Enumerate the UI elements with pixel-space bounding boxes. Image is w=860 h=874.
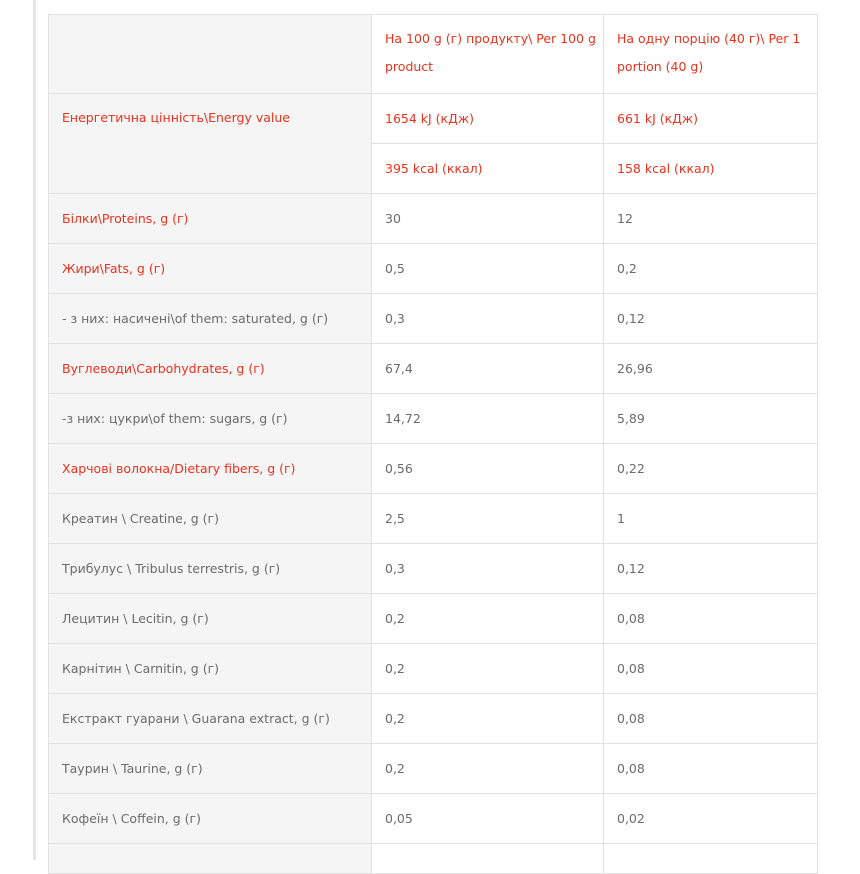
table-row [49, 394, 818, 444]
value-per-100g: 30 [372, 194, 604, 244]
header-per-portion: На одну порцію (40 г)\ Per 1 portion (40 g) [604, 15, 818, 94]
value-per-portion: 5,89 [604, 394, 818, 444]
table-row [49, 344, 818, 394]
nutrient-label: Кофеїн \ Coffein, g (г) [49, 794, 372, 844]
table-row-partial [49, 844, 818, 874]
empty-cell [372, 844, 604, 874]
nutrient-label: Жири\Fats, g (г) [49, 244, 372, 294]
value-per-portion: 0,08 [604, 744, 818, 794]
table-row [49, 444, 818, 494]
energy-kcal-per-portion: 158 kcal (ккал) [604, 144, 818, 194]
value-per-100g: 0,3 [372, 294, 604, 344]
value-per-portion: 0,2 [604, 244, 818, 294]
energy-value-label: Енергетична цінність\Energy value [49, 94, 372, 194]
nutrient-label: -з них: цукри\of them: sugars, g (г) [49, 394, 372, 444]
nutrition-table-wrapper [48, 14, 817, 874]
table-row [49, 694, 818, 744]
value-per-portion: 26,96 [604, 344, 818, 394]
table-row [49, 244, 818, 294]
nutrition-facts-table [48, 14, 818, 874]
header-per-100g: На 100 g (г) продукту\ Per 100 g product [372, 15, 604, 94]
energy-kj-per-100g: 1654 kJ (кДж) [372, 94, 604, 144]
table-row [49, 794, 818, 844]
nutrient-label: Трибулус \ Tribulus terrestris, g (г) [49, 544, 372, 594]
nutrient-label: Креатин \ Creatine, g (г) [49, 494, 372, 544]
value-per-portion: 0,08 [604, 644, 818, 694]
value-per-portion: 0,12 [604, 294, 818, 344]
value-per-portion: 0,08 [604, 594, 818, 644]
value-per-100g: 0,2 [372, 694, 604, 744]
energy-row-kj [49, 94, 818, 144]
value-per-100g: 0,5 [372, 244, 604, 294]
nutrient-label: Харчові волокна/Dietary fibers, g (г) [49, 444, 372, 494]
value-per-portion: 0,12 [604, 544, 818, 594]
table-row [49, 744, 818, 794]
table-row [49, 494, 818, 544]
value-per-100g: 14,72 [372, 394, 604, 444]
energy-kcal-per-100g: 395 kcal (ккал) [372, 144, 604, 194]
value-per-portion: 0,08 [604, 694, 818, 744]
table-row [49, 294, 818, 344]
value-per-100g: 0,3 [372, 544, 604, 594]
value-per-portion: 0,02 [604, 794, 818, 844]
value-per-100g: 0,05 [372, 794, 604, 844]
table-row [49, 594, 818, 644]
empty-cell [604, 844, 818, 874]
nutrient-label: Білки\Proteins, g (г) [49, 194, 372, 244]
nutrient-label: - з них: насичені\of them: saturated, g (г) [49, 294, 372, 344]
table-row [49, 644, 818, 694]
value-per-100g: 0,2 [372, 744, 604, 794]
page-side-border [33, 0, 36, 860]
nutrient-label: Таурин \ Taurine, g (г) [49, 744, 372, 794]
table-row [49, 544, 818, 594]
nutrient-label: Карнітин \ Carnitin, g (г) [49, 644, 372, 694]
value-per-portion: 1 [604, 494, 818, 544]
value-per-portion: 12 [604, 194, 818, 244]
value-per-100g: 2,5 [372, 494, 604, 544]
value-per-100g: 0,2 [372, 644, 604, 694]
nutrient-label: Екстракт гуарани \ Guarana extract, g (г) [49, 694, 372, 744]
empty-cell [49, 844, 372, 874]
table-row [49, 194, 818, 244]
value-per-portion: 0,22 [604, 444, 818, 494]
nutrient-label: Лецитин \ Lecitin, g (г) [49, 594, 372, 644]
table-header-row [49, 15, 818, 94]
header-empty-cell [49, 15, 372, 94]
energy-kj-per-portion: 661 kJ (кДж) [604, 94, 818, 144]
value-per-100g: 0,2 [372, 594, 604, 644]
value-per-100g: 67,4 [372, 344, 604, 394]
value-per-100g: 0,56 [372, 444, 604, 494]
nutrient-label: Вуглеводи\Carbohydrates, g (г) [49, 344, 372, 394]
